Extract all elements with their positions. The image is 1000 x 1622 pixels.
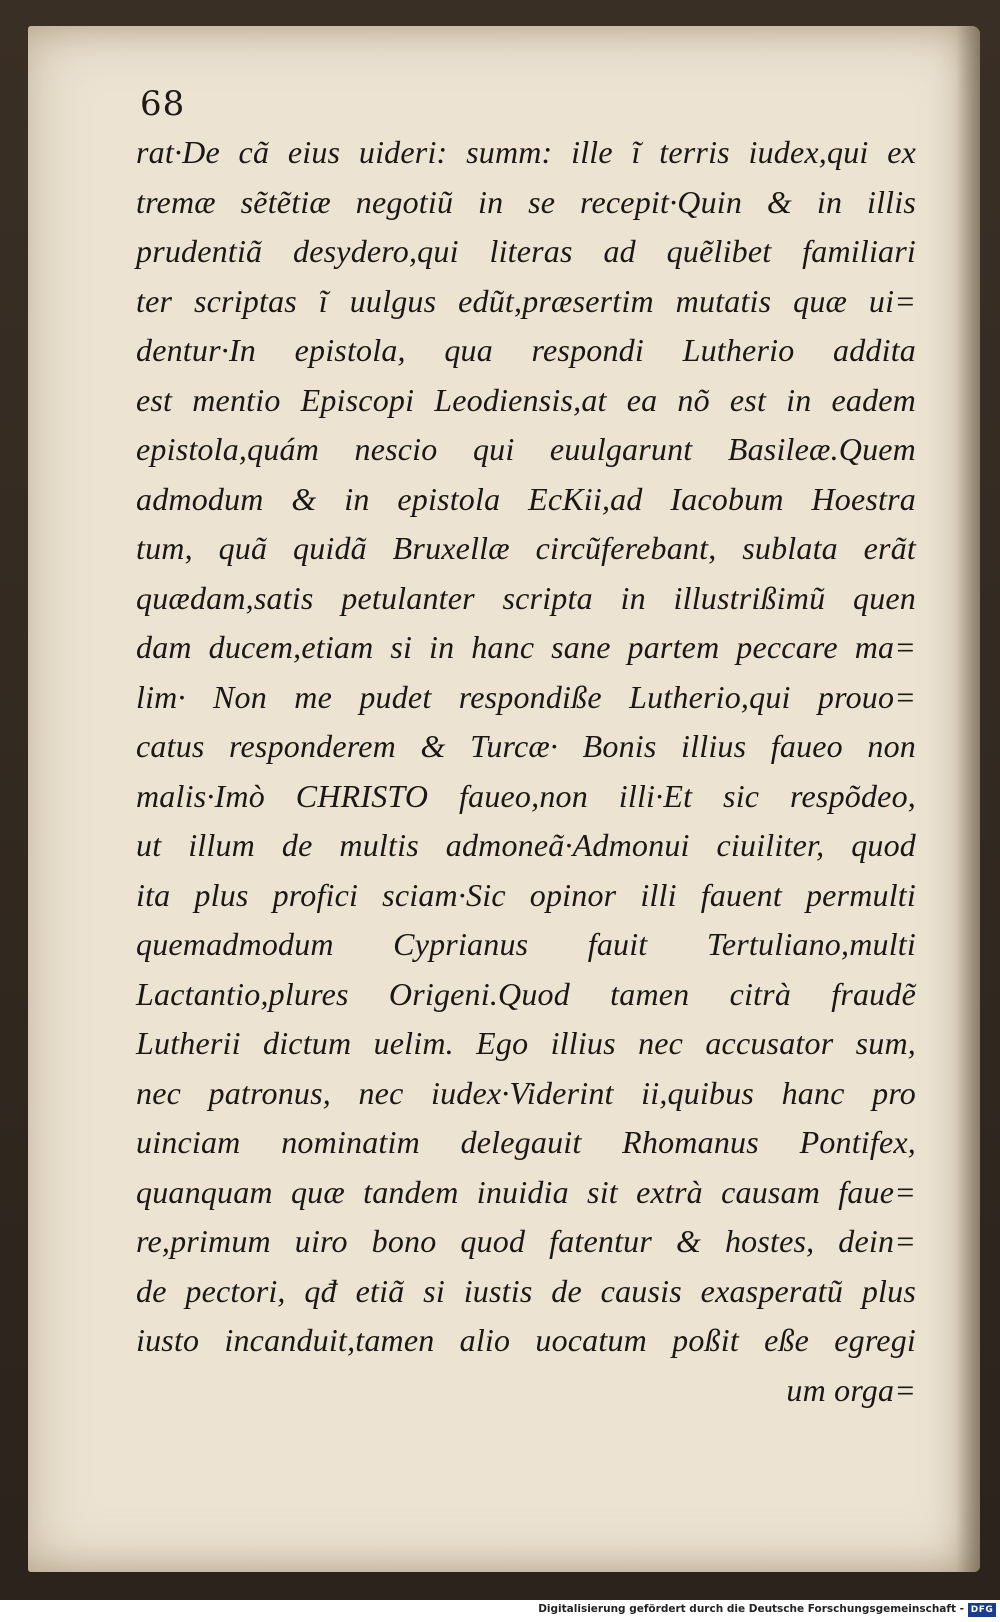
text-line: de pectori, qđ etiã si iustis de causis exasperatũ plus (136, 1272, 916, 1309)
text-line: admodum & in epistola EcKii,ad Iacobum Hoestra (136, 480, 916, 517)
text-line: rat·De cã eius uideri: summ: ille ĩ terris iudex,qui ex (136, 134, 916, 170)
text-line: tum, quã quidã Bruxellæ circũferebant, sublata erãt (136, 530, 916, 566)
text-line: dentur·In epistola, qua respondi Lutherio addita (136, 332, 916, 368)
page-gutter-shadow (956, 26, 980, 1572)
dfg-logo: DFG (968, 1603, 996, 1617)
text-line: est mentio Episcopi Leodiensis,at ea nõ est in eadem (136, 381, 916, 418)
text-line: tremæ sẽtẽtiæ negotiũ in se recepit·Quin & in illis (136, 183, 916, 220)
text-line: Lutherii dictum uelim. Ego illius nec accusator sum, (136, 1025, 916, 1061)
text-line: prudentiã desydero,qui literas ad quẽlibet familiari (136, 233, 916, 269)
text-line: malis·Imò CHRISTO faueo,non illi·Et sic respõdeo, (136, 777, 916, 814)
funding-credit: Digitalisierung gefördert durch die Deutsche Forschungsgemeinschaft - (538, 1603, 964, 1615)
text-line: re,primum uiro bono quod fatentur & hostes, dein= (136, 1223, 916, 1259)
text-line: lim· Non me pudet respondiße Lutherio,qui prouo= (136, 678, 916, 715)
text-line: catus responderem & Turcæ· Bonis illius faueo non (136, 728, 916, 764)
text-line: Lactantio,plures Origeni.Quod tamen citrà fraudẽ (136, 975, 916, 1012)
text-line: quemadmodum Cyprianus fauit Tertuliano,multi (136, 926, 916, 962)
text-line: epistola,quám nescio qui euulgarunt Basileæ.Quem (136, 431, 916, 467)
text-line: uinciam nominatim delegauit Rhomanus Pontifex, (136, 1124, 916, 1160)
text-line: nec patronus, nec iudex·Viderint ii,quibus hanc pro (136, 1074, 916, 1111)
text-line: um orga= (786, 1371, 916, 1408)
text-line: iusto incanduit,tamen alio uocatum poßit eße egregi (136, 1322, 916, 1358)
text-line: ita plus profici sciam·Sic opinor illi fauent permulti (136, 876, 916, 913)
text-line: quædam,satis petulanter scripta in illustrißimũ quen (136, 579, 916, 616)
page-text (136, 128, 916, 1415)
text-line: ut illum de multis admoneã·Admonui ciuiliter, quod (136, 827, 916, 863)
footer-bar (0, 1600, 1000, 1622)
text-line: ter scriptas ĩ uulgus edũt,præsertim mutatis quæ ui= (136, 282, 916, 319)
page-number: 68 (140, 84, 186, 124)
text-line: quanquam quæ tandem inuidia sit extrà causam faue= (136, 1173, 916, 1210)
text-line: dam ducem,etiam si in hanc sane partem peccare ma= (136, 629, 916, 665)
